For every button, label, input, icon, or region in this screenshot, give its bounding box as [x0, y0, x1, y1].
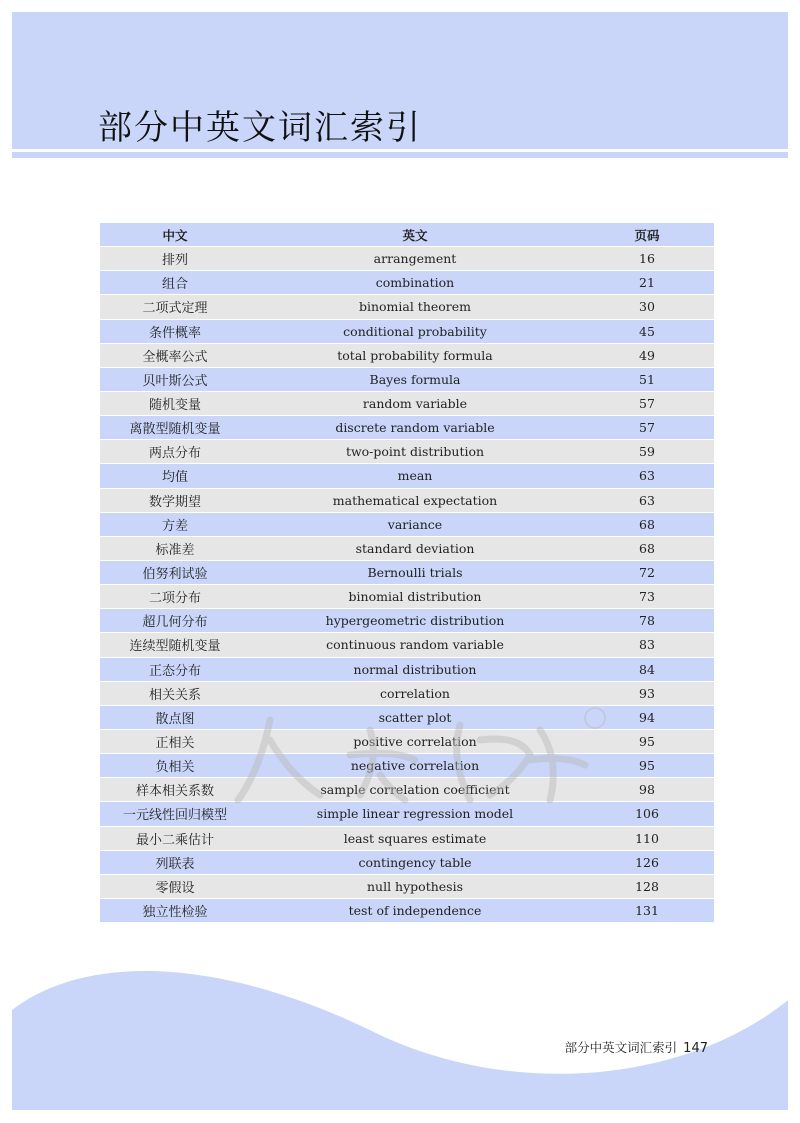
table-row	[100, 560, 714, 584]
term-english: total probability formula	[250, 343, 580, 367]
term-page: 57	[580, 416, 714, 440]
term-page: 21	[580, 271, 714, 295]
term-page: 83	[580, 633, 714, 657]
term-english: null hypothesis	[250, 874, 580, 898]
table-row	[100, 850, 714, 874]
term-chinese: 标准差	[100, 536, 250, 560]
term-chinese: 正态分布	[100, 657, 250, 681]
footer-page-number: 147	[683, 1041, 708, 1056]
term-english: binomial distribution	[250, 585, 580, 609]
term-english: least squares estimate	[250, 826, 580, 850]
table-row	[100, 416, 714, 440]
table-row	[100, 633, 714, 657]
term-english: standard deviation	[250, 536, 580, 560]
term-english: Bayes formula	[250, 367, 580, 391]
term-page: 30	[580, 295, 714, 319]
term-page: 68	[580, 536, 714, 560]
term-page: 49	[580, 343, 714, 367]
table-row	[100, 295, 714, 319]
table-row	[100, 319, 714, 343]
term-chinese: 一元线性回归模型	[100, 802, 250, 826]
table-row	[100, 464, 714, 488]
term-english: sample correlation coefficient	[250, 778, 580, 802]
term-page: 59	[580, 440, 714, 464]
term-chinese: 超几何分布	[100, 609, 250, 633]
term-page: 51	[580, 367, 714, 391]
term-english: variance	[250, 512, 580, 536]
term-chinese: 伯努利试验	[100, 560, 250, 584]
table-row	[100, 585, 714, 609]
term-page: 73	[580, 585, 714, 609]
term-chinese: 散点图	[100, 705, 250, 729]
term-page: 98	[580, 778, 714, 802]
table-row	[100, 391, 714, 415]
table-row	[100, 826, 714, 850]
term-english: combination	[250, 271, 580, 295]
table-row	[100, 898, 714, 922]
term-english: binomial theorem	[250, 295, 580, 319]
term-english: Bernoulli trials	[250, 560, 580, 584]
term-page: 95	[580, 729, 714, 753]
header-english: 英文	[250, 223, 580, 247]
term-english: mathematical expectation	[250, 488, 580, 512]
table-row	[100, 705, 714, 729]
term-chinese: 二项式定理	[100, 295, 250, 319]
table-header-row	[100, 223, 714, 247]
term-english: mean	[250, 464, 580, 488]
term-chinese: 相关关系	[100, 681, 250, 705]
term-english: discrete random variable	[250, 416, 580, 440]
term-english: positive correlation	[250, 729, 580, 753]
term-page: 131	[580, 898, 714, 922]
term-page: 94	[580, 705, 714, 729]
footer-section-title: 部分中英文词汇索引	[564, 1040, 678, 1055]
term-english: arrangement	[250, 247, 580, 271]
term-page: 128	[580, 874, 714, 898]
term-page: 95	[580, 754, 714, 778]
footer-page-label	[565, 1038, 708, 1056]
header-stripe	[12, 152, 788, 158]
term-chinese: 贝叶斯公式	[100, 367, 250, 391]
term-english: conditional probability	[250, 319, 580, 343]
vocabulary-index-table	[100, 223, 714, 923]
term-chinese: 连续型随机变量	[100, 633, 250, 657]
term-chinese: 随机变量	[100, 391, 250, 415]
table-row	[100, 729, 714, 753]
term-english: continuous random variable	[250, 633, 580, 657]
table-row	[100, 536, 714, 560]
page-title: 部分中英文词汇索引	[98, 108, 422, 148]
term-chinese: 数学期望	[100, 488, 250, 512]
table-row	[100, 609, 714, 633]
term-chinese: 负相关	[100, 754, 250, 778]
term-page: 45	[580, 319, 714, 343]
table-body	[100, 247, 714, 923]
table-row	[100, 440, 714, 464]
term-page: 93	[580, 681, 714, 705]
term-page: 68	[580, 512, 714, 536]
table-row	[100, 343, 714, 367]
term-page: 78	[580, 609, 714, 633]
term-chinese: 均值	[100, 464, 250, 488]
term-page: 110	[580, 826, 714, 850]
term-chinese: 正相关	[100, 729, 250, 753]
term-page: 72	[580, 560, 714, 584]
term-english: random variable	[250, 391, 580, 415]
term-chinese: 独立性检验	[100, 898, 250, 922]
term-chinese: 方差	[100, 512, 250, 536]
term-english: negative correlation	[250, 754, 580, 778]
table-row	[100, 271, 714, 295]
term-chinese: 离散型随机变量	[100, 416, 250, 440]
table-row	[100, 778, 714, 802]
term-english: test of independence	[250, 898, 580, 922]
term-chinese: 最小二乘估计	[100, 826, 250, 850]
table-row	[100, 681, 714, 705]
term-page: 63	[580, 488, 714, 512]
term-chinese: 零假设	[100, 874, 250, 898]
table-row	[100, 488, 714, 512]
table-row	[100, 512, 714, 536]
term-page: 126	[580, 850, 714, 874]
term-english: correlation	[250, 681, 580, 705]
term-chinese: 全概率公式	[100, 343, 250, 367]
table-row	[100, 367, 714, 391]
table-row	[100, 247, 714, 271]
term-chinese: 样本相关系数	[100, 778, 250, 802]
term-english: normal distribution	[250, 657, 580, 681]
term-english: hypergeometric distribution	[250, 609, 580, 633]
term-english: simple linear regression model	[250, 802, 580, 826]
term-page: 16	[580, 247, 714, 271]
term-chinese: 排列	[100, 247, 250, 271]
term-page: 106	[580, 802, 714, 826]
table-row	[100, 657, 714, 681]
table-row	[100, 874, 714, 898]
header-page: 页码	[580, 223, 714, 247]
term-page: 57	[580, 391, 714, 415]
term-english: two-point distribution	[250, 440, 580, 464]
table-row	[100, 754, 714, 778]
term-page: 63	[580, 464, 714, 488]
term-english: scatter plot	[250, 705, 580, 729]
term-page: 84	[580, 657, 714, 681]
header-chinese: 中文	[100, 223, 250, 247]
term-chinese: 两点分布	[100, 440, 250, 464]
term-chinese: 列联表	[100, 850, 250, 874]
term-chinese: 条件概率	[100, 319, 250, 343]
term-english: contingency table	[250, 850, 580, 874]
term-chinese: 组合	[100, 271, 250, 295]
term-chinese: 二项分布	[100, 585, 250, 609]
table-row	[100, 802, 714, 826]
